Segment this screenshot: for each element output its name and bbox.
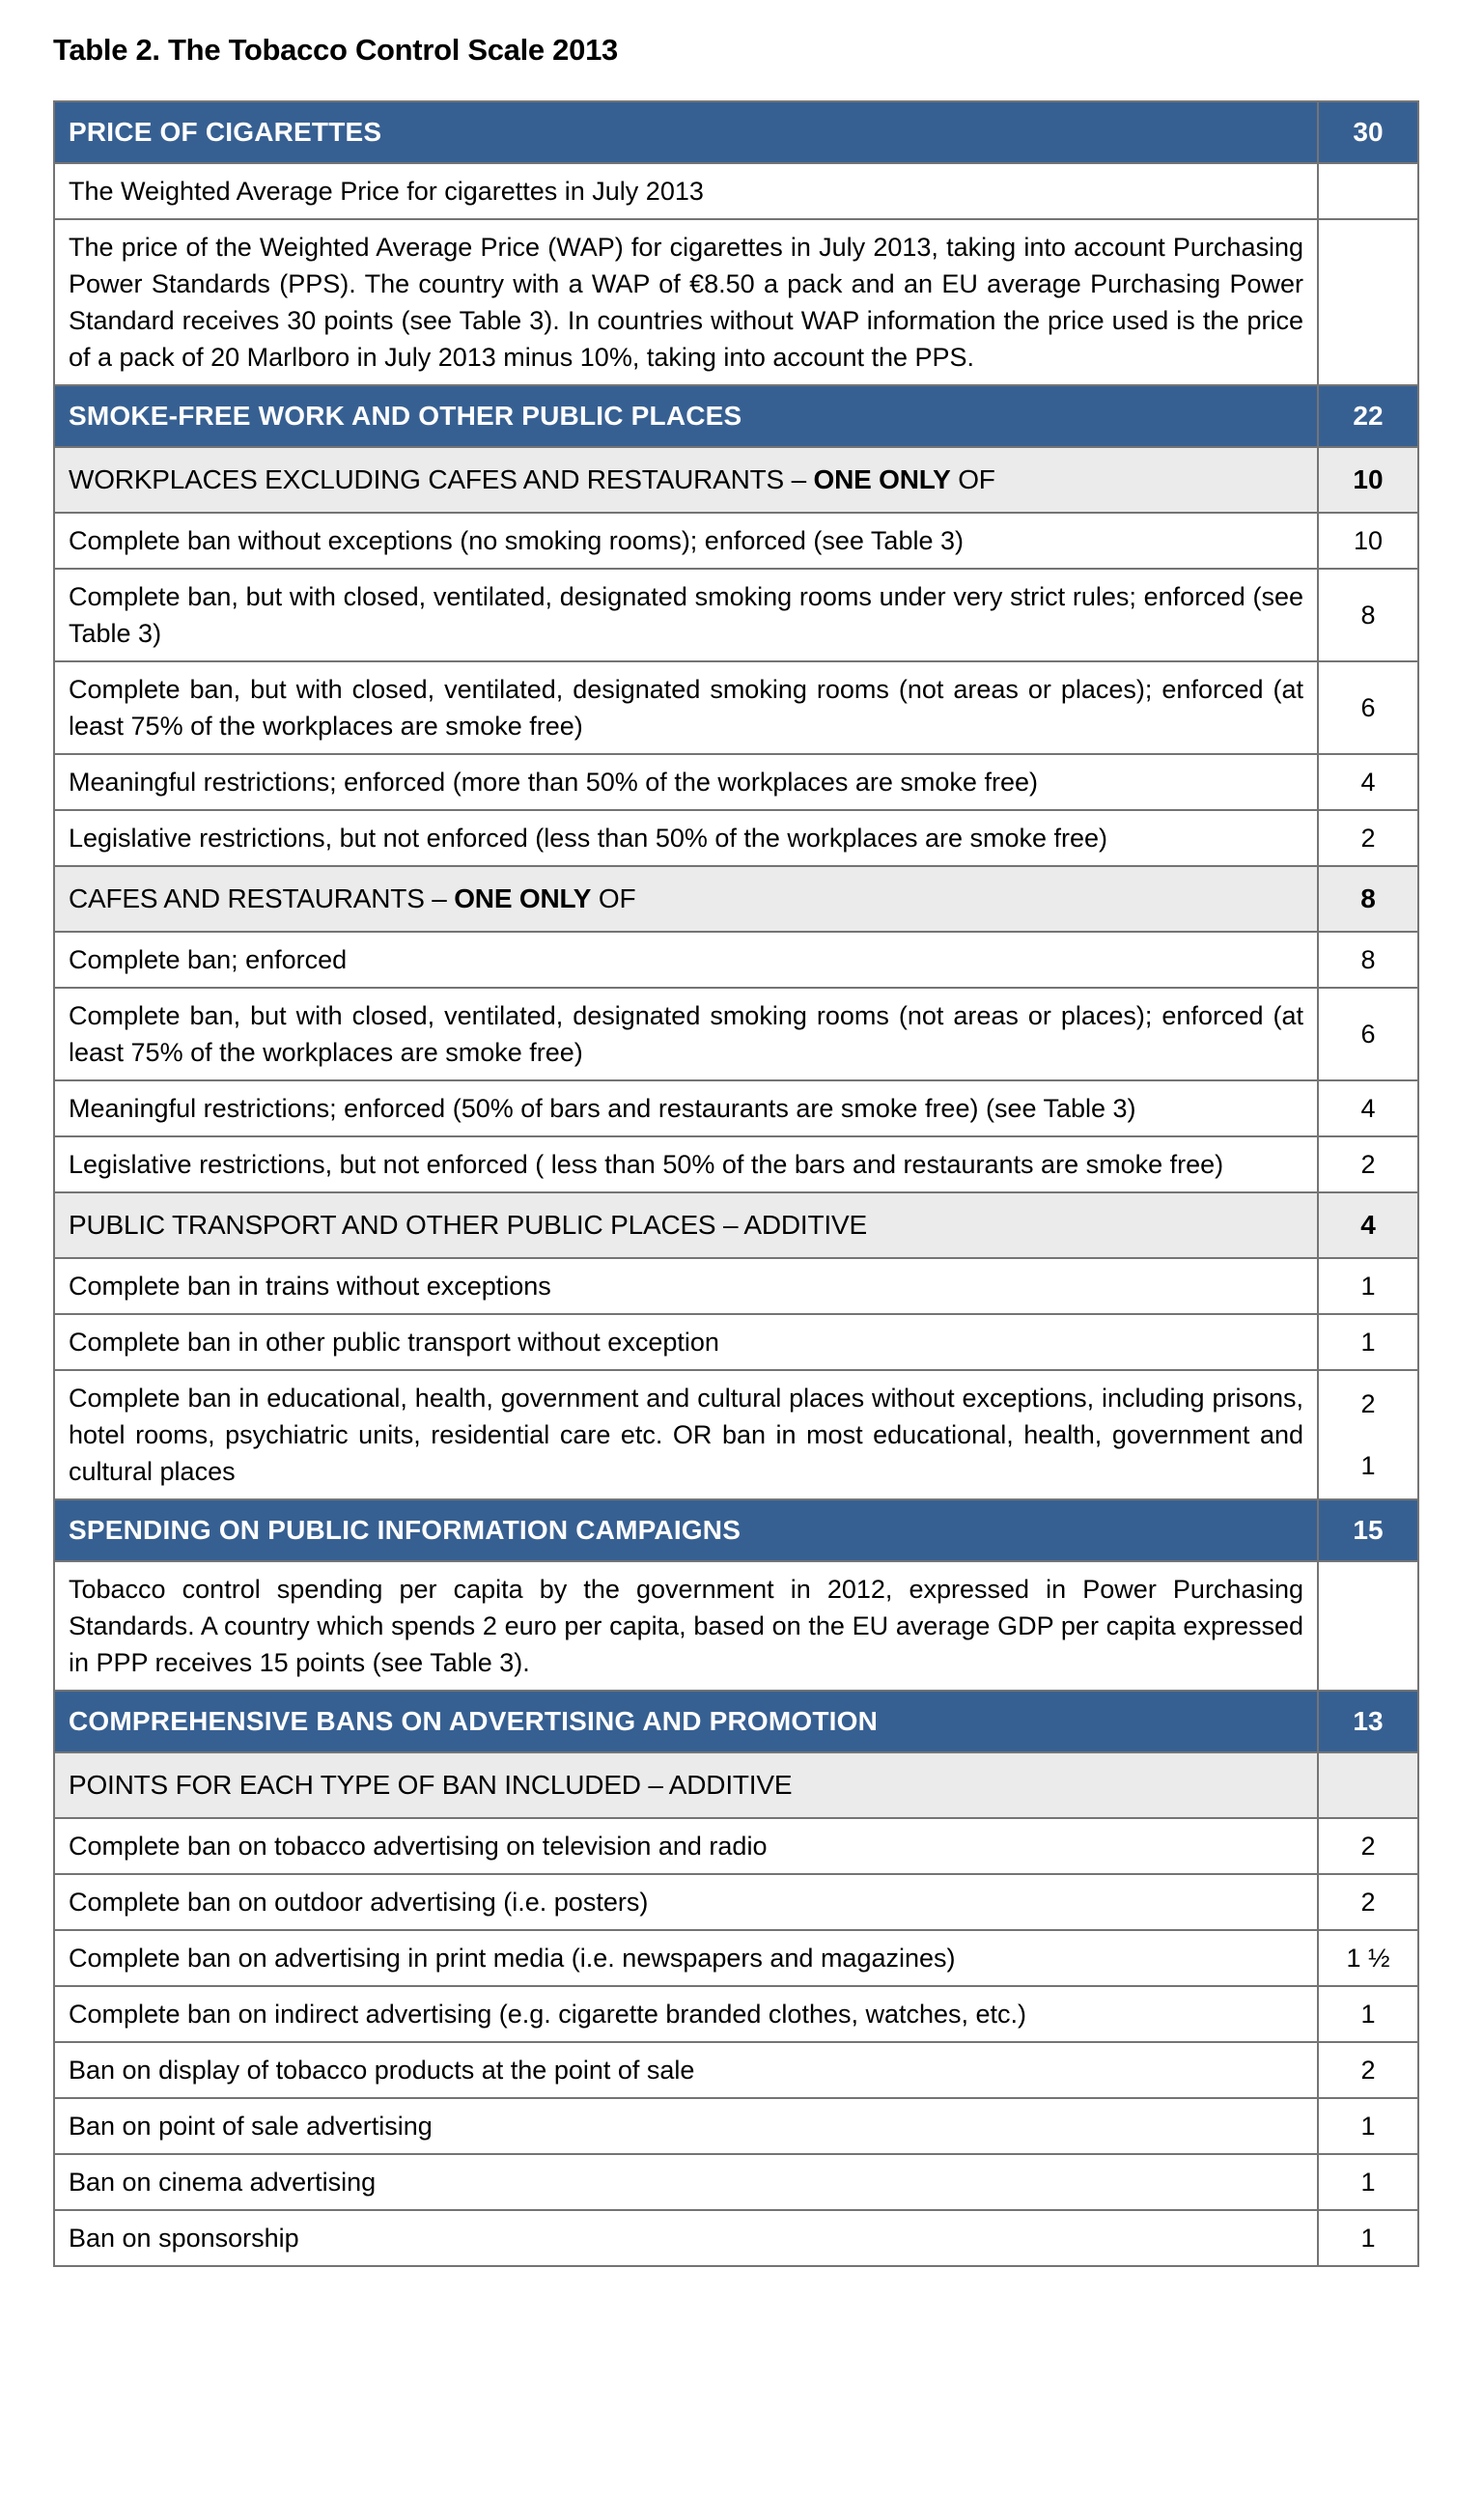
row-description: Complete ban on outdoor advertising (i.e. posters) [54,1874,1318,1930]
row-description: Ban on sponsorship [54,2210,1318,2266]
row-points: 22 [1318,385,1418,447]
row-description: Tobacco control spending per capita by the government in 2012, expressed in Power Purchasing Standards. A country which spends 2 euro per capita, based on the EU average GDP per capita expressed in PPP receives 15 points (see Table 3). [54,1561,1318,1691]
table-row [54,1986,1418,2042]
row-description: Complete ban, but with closed, ventilated, designated smoking rooms (not areas or places); enforced (at least 75% of the workplaces are smoke free) [54,988,1318,1080]
row-description: Complete ban on advertising in print media (i.e. newspapers and magazines) [54,1930,1318,1986]
table-row [54,988,1418,1080]
row-description: CAFES AND RESTAURANTS – ONE ONLY OF [54,866,1318,932]
row-description: Ban on cinema advertising [54,2154,1318,2210]
row-points: 2 [1318,2042,1418,2098]
row-points: 13 [1318,1691,1418,1752]
row-description: Complete ban in educational, health, government and cultural places without exceptions, including prisons, hotel rooms, psychiatric units, residential care etc. OR ban in most educational, health, government and cultural places [54,1370,1318,1499]
row-description: Complete ban, but with closed, ventilated, designated smoking rooms under very strict rules; enforced (see Table 3) [54,569,1318,661]
row-description: Ban on point of sale advertising [54,2098,1318,2154]
row-points: 2 [1318,1874,1418,1930]
row-description: The Weighted Average Price for cigarettes in July 2013 [54,163,1318,219]
row-description: Complete ban in other public transport without exception [54,1314,1318,1370]
row-points: 1 [1318,1258,1418,1314]
row-points: 2 [1318,1136,1418,1192]
table-row [54,661,1418,754]
table-row [54,569,1418,661]
row-description: SMOKE-FREE WORK AND OTHER PUBLIC PLACES [54,385,1318,447]
table-row [54,101,1418,163]
row-points: 6 [1318,988,1418,1080]
row-points: 8 [1318,866,1418,932]
table-row [54,1192,1418,1258]
table-row [54,1499,1418,1561]
row-description: PUBLIC TRANSPORT AND OTHER PUBLIC PLACES – ADDITIVE [54,1192,1318,1258]
row-description: The price of the Weighted Average Price (WAP) for cigarettes in July 2013, taking into account Purchasing Power Standards (PPS). The country with a WAP of €8.50 a pack and an EU average Purchasing Power Standard receives 30 points (see Table 3). In countries without WAP information the price used is the price of a pack of 20 Marlboro in July 2013 minus 10%, taking into account the PPS. [54,219,1318,385]
table-row [54,754,1418,810]
table-row [54,1258,1418,1314]
row-description: Complete ban, but with closed, ventilated, designated smoking rooms (not areas or places); enforced (at least 75% of the workplaces are smoke free) [54,661,1318,754]
table-body [54,101,1418,2266]
row-description: COMPREHENSIVE BANS ON ADVERTISING AND PROMOTION [54,1691,1318,1752]
row-points [1318,163,1418,219]
row-description: PRICE OF CIGARETTES [54,101,1318,163]
table-row [54,1370,1418,1499]
table-row [54,219,1418,385]
row-description: Complete ban without exceptions (no smoking rooms); enforced (see Table 3) [54,513,1318,569]
row-points: 1 [1318,2210,1418,2266]
row-points: 8 [1318,932,1418,988]
page-title: Table 2. The Tobacco Control Scale 2013 [53,33,618,67]
table-row [54,1314,1418,1370]
row-description: SPENDING ON PUBLIC INFORMATION CAMPAIGNS [54,1499,1318,1561]
row-points: 10 [1318,447,1418,513]
table-row [54,1561,1418,1691]
row-description: Ban on display of tobacco products at the point of sale [54,2042,1318,2098]
row-description: Complete ban in trains without exceptions [54,1258,1318,1314]
row-description: Complete ban on indirect advertising (e.g. cigarette branded clothes, watches, etc.) [54,1986,1318,2042]
row-points: 4 [1318,1192,1418,1258]
table-row [54,2210,1418,2266]
row-points [1318,1752,1418,1818]
table-row [54,447,1418,513]
row-points: 2 [1318,1818,1418,1874]
table-row [54,2042,1418,2098]
table-row [54,1691,1418,1752]
row-points [1318,219,1418,385]
row-points: 1 [1318,2098,1418,2154]
table-row [54,1818,1418,1874]
table-row [54,385,1418,447]
table-row [54,2154,1418,2210]
row-description: Complete ban on tobacco advertising on television and radio [54,1818,1318,1874]
row-points: 8 [1318,569,1418,661]
row-points [1318,1561,1418,1691]
row-description: Complete ban; enforced [54,932,1318,988]
tobacco-control-scale-table [53,100,1419,2267]
row-points: 4 [1318,754,1418,810]
table-row [54,513,1418,569]
table-row [54,810,1418,866]
row-description: Legislative restrictions, but not enforced ( less than 50% of the bars and restaurants are smoke free) [54,1136,1318,1192]
table-row [54,1080,1418,1136]
row-points: 1 [1318,1314,1418,1370]
table-row [54,1874,1418,1930]
table-row [54,866,1418,932]
row-points: 15 [1318,1499,1418,1561]
row-points: 1 ½ [1318,1930,1418,1986]
row-points: 30 [1318,101,1418,163]
row-points: 10 [1318,513,1418,569]
row-description: POINTS FOR EACH TYPE OF BAN INCLUDED – ADDITIVE [54,1752,1318,1818]
row-points: 1 [1318,1986,1418,2042]
row-points: 1 [1318,2154,1418,2210]
table-row [54,1136,1418,1192]
table-row [54,932,1418,988]
table-row [54,1752,1418,1818]
row-description: Meaningful restrictions; enforced (50% of bars and restaurants are smoke free) (see Table 3) [54,1080,1318,1136]
row-description: WORKPLACES EXCLUDING CAFES AND RESTAURANTS – ONE ONLY OF [54,447,1318,513]
table-row [54,163,1418,219]
table-row [54,1930,1418,1986]
row-points: 6 [1318,661,1418,754]
row-description: Legislative restrictions, but not enforced (less than 50% of the workplaces are smoke free) [54,810,1318,866]
row-points: 2 1 [1318,1370,1418,1499]
row-points: 4 [1318,1080,1418,1136]
table-row [54,2098,1418,2154]
row-description: Meaningful restrictions; enforced (more than 50% of the workplaces are smoke free) [54,754,1318,810]
row-points: 2 [1318,810,1418,866]
